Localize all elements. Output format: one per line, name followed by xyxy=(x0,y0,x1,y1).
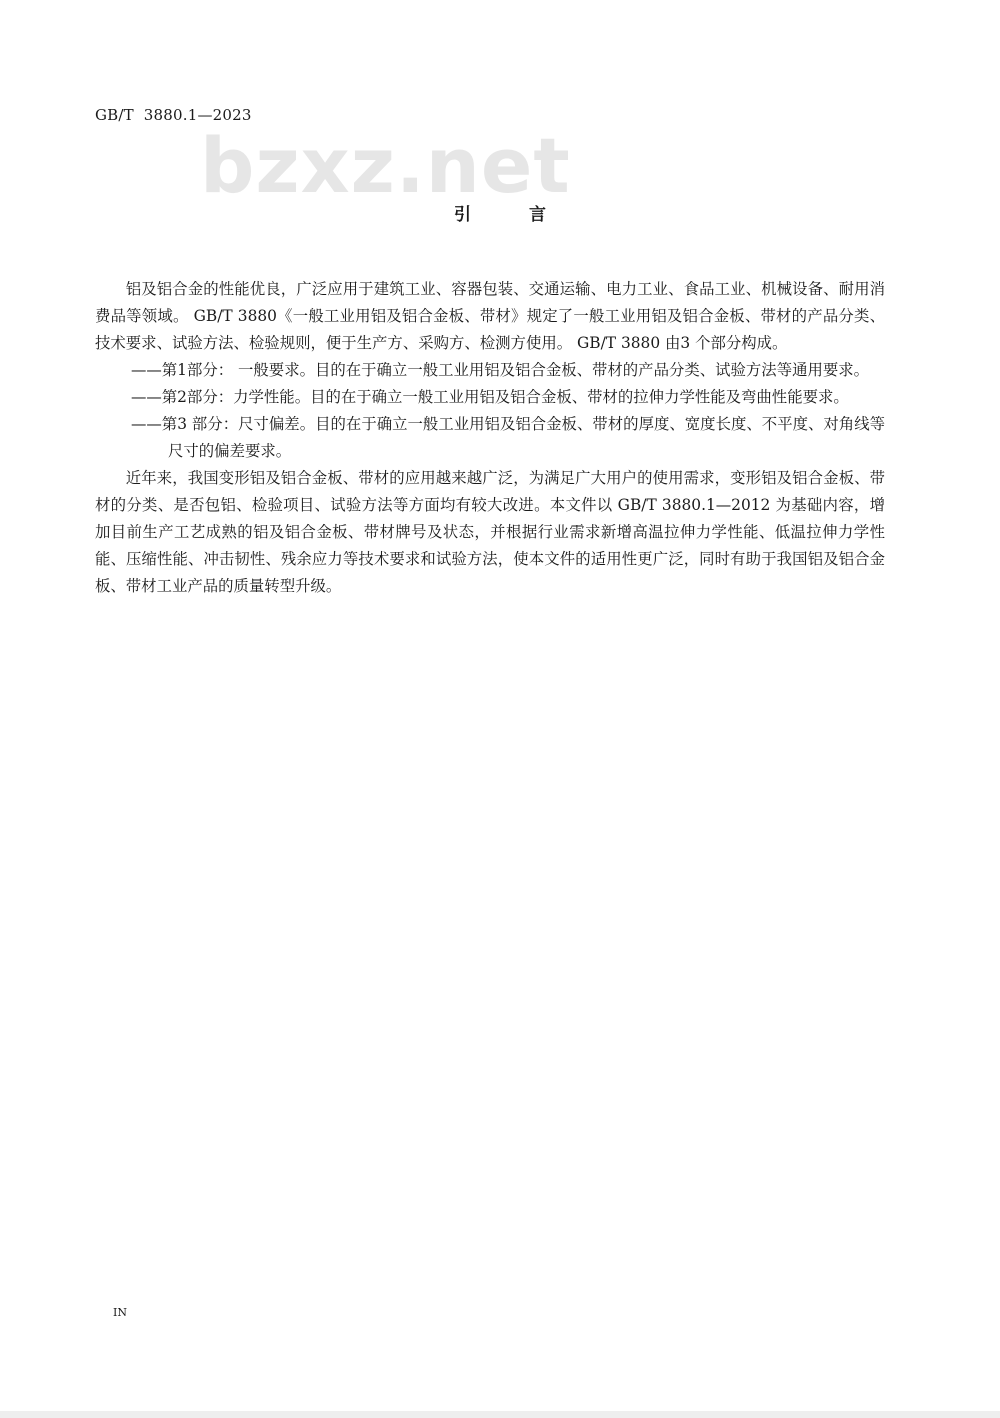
page-title: 引言 xyxy=(454,205,604,225)
part-item: ——第1部分： 一般要求。目的在于确立一般工业用铝及铝合金板、带材的产品分类、试验方法等通用要求。 xyxy=(131,361,870,379)
standard-code: GB/T 3880.1—2023 xyxy=(95,106,252,124)
page-bottom-edge xyxy=(0,1411,1000,1418)
page-number: IN xyxy=(113,1306,127,1319)
part-item: ——第2部分：力学性能。目的在于确立一般工业用铝及铝合金板、带材的拉伸力学性能及弯曲性能要求。 xyxy=(131,388,849,406)
intro-paragraph: 近年来，我国变形铝及铝合金板、带材的应用越来越广泛，为满足广大用户的使用需求，变形铝及铝合金板、带材的分类、是否包铝、检验项目、试验方法等方面均有较大改进。本文件以 GB/T 3880.1—2012 为基础内容，增加目前生产工艺成熟的铝及铝合金板、带材牌号及状态，并根据行业需求新增高温拉伸力学性能、低温拉伸力学性能、压缩性能、冲击韧性、残余应力等技术要求和试验方法，使本文件的适用性更广泛，同时有助于我国铝及铝合金板、带材工业产品的质量转型升级。 xyxy=(95,469,885,595)
intro-paragraph: 铝及铝合金的性能优良，广泛应用于建筑工业、容器包装、交通运输、电力工业、食品工业、机械设备、耐用消费品等领域。 GB/T 3880《一般工业用铝及铝合金板、带材》规定了一般工业用铝及铝合金板、带材的产品分类、技术要求、试验方法、检验规则，便于生产方、采购方、检测方使用。 GB/T 3880 由3 个部分构成。 xyxy=(95,280,885,352)
part-item: ——第3 部分：尺寸偏差。目的在于确立一般工业用铝及铝合金板、带材的厚度、宽度长度、不平度、对角线等尺寸的偏差要求。 xyxy=(131,415,885,460)
introduction-body xyxy=(95,276,885,600)
watermark: bzxz.net xyxy=(200,121,571,210)
